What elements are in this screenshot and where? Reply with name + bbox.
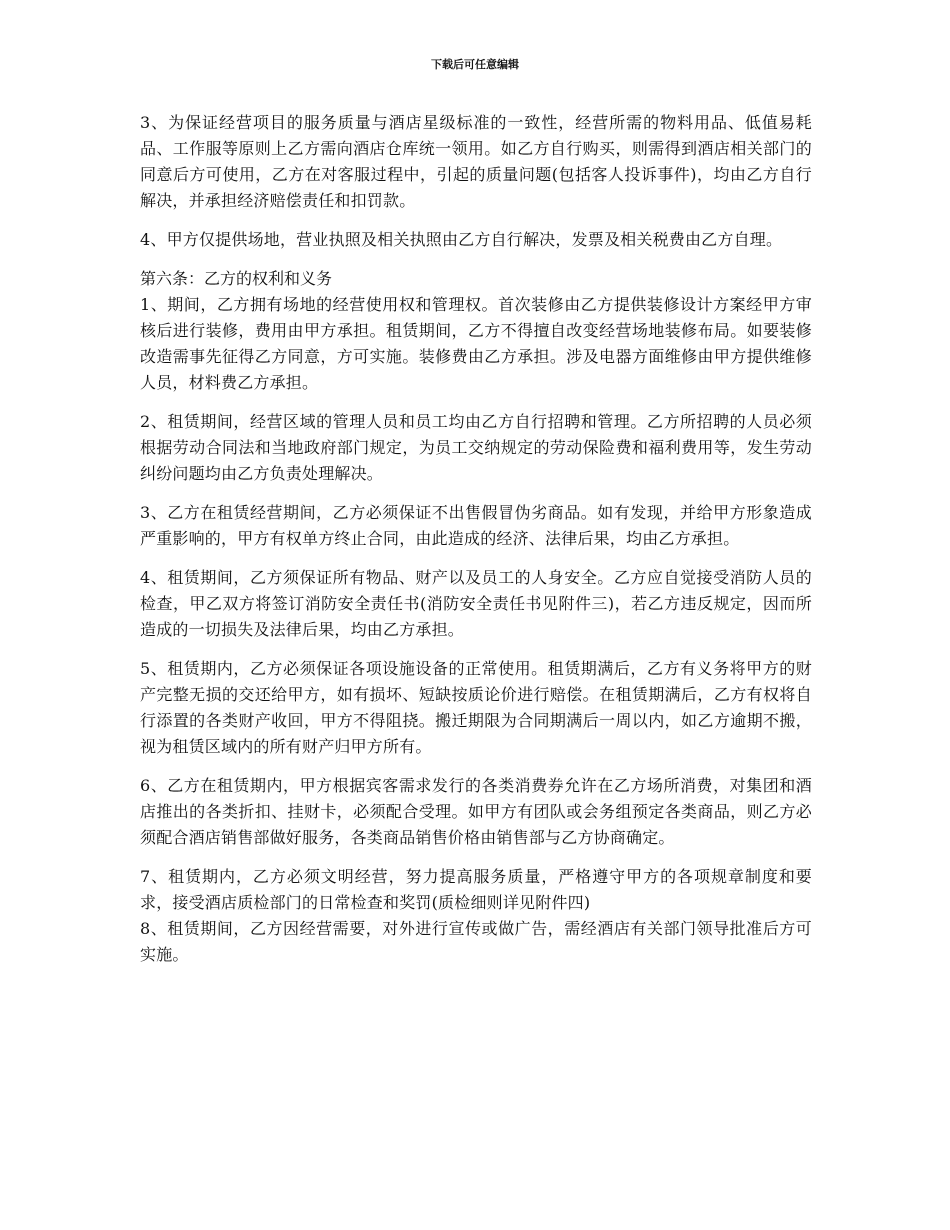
article-6-item-1: 1、期间，乙方拥有场地的经营使用权和管理权。首次装修由乙方提供装修设计方案经甲方审核后进行装修，费用由甲方承担。租赁期间，乙方不得擅自改变经营场地装修布局。如要装修改造需事先征得乙方同意，方可实施。装修费由乙方承担。涉及电器方面维修由甲方提供维修人员，材料费乙方承担。 (140, 295, 812, 392)
article-6-item-2: 2、租赁期间，经营区域的管理人员和员工均由乙方自行招聘和管理。乙方所招聘的人员必须根据劳动合同法和当地政府部门规定，为员工交纳规定的劳动保险费和福利费用等，发生劳动纠纷问题均由乙方负责处理解决。 (140, 412, 812, 483)
article-6-item-6: 6、乙方在租赁期内，甲方根据宾客需求发行的各类消费券允许在乙方场所消费，对集团和酒店推出的各类折扣、挂财卡，必须配合受理。如甲方有团队或会务组预定各类商品，则乙方必须配合酒店销售部做好服务，各类商品销售价格由销售部与乙方协商确定。 (140, 776, 812, 847)
article-6-item-4: 4、租赁期间，乙方须保证所有物品、财产以及员工的人身安全。乙方应自觉接受消防人员的检查，甲乙双方将签订消防安全责任书(消防安全责任书见附件三)，若乙方违反规定，因而所造成的一切损失及法律后果，均由乙方承担。 (140, 568, 812, 639)
paragraph-3: 3、为保证经营项目的服务质量与酒店星级标准的一致性，经营所需的物料用品、低值易耗品、工作服等原则上乙方需向酒店仓库统一领用。如乙方自行购买，则需得到酒店相关部门的同意后方可使用，乙方在对客服过程中，引起的质量问题(包括客人投诉事件)，均由乙方自行解决，并承担经济赔偿责任和扣罚款。 (140, 113, 812, 210)
article-6-item-3: 3、乙方在租赁经营期间，乙方必须保证不出售假冒伪劣商品。如有发现，并给甲方形象造成严重影响的，甲方有权单方终止合同，由此造成的经济、法律后果，均由乙方承担。 (140, 503, 812, 548)
paragraph-4: 4、甲方仅提供场地，营业执照及相关执照由乙方自行解决，发票及相关税费由乙方自理。 (140, 230, 783, 249)
article-6-item-5: 5、租赁期内，乙方必须保证各项设施设备的正常使用。租赁期满后，乙方有义务将甲方的财产完整无损的交还给甲方，如有损坏、短缺按质论价进行赔偿。在租赁期满后，乙方有权将自行添置的各类财产收回，甲方不得阻挠。搬迁期限为合同期满后一周以内，如乙方逾期不搬，视为租赁区域内的所有财产归甲方所有。 (140, 659, 812, 756)
document-body (140, 110, 812, 981)
article-6-item-7: 7、租赁期内，乙方必须文明经营，努力提高服务质量，严格遵守甲方的各项规章制度和要求，接受酒店质检部门的日常检查和奖罚(质检细则详见附件四) (140, 867, 812, 912)
article-6-heading: 第六条：乙方的权利和义务 (140, 269, 333, 288)
page-header: 下载后可任意编辑 (431, 58, 519, 71)
article-6-item-8: 8、租赁期间，乙方因经营需要，对外进行宣传或做广告，需经酒店有关部门领导批准后方可实施。 (140, 919, 812, 964)
